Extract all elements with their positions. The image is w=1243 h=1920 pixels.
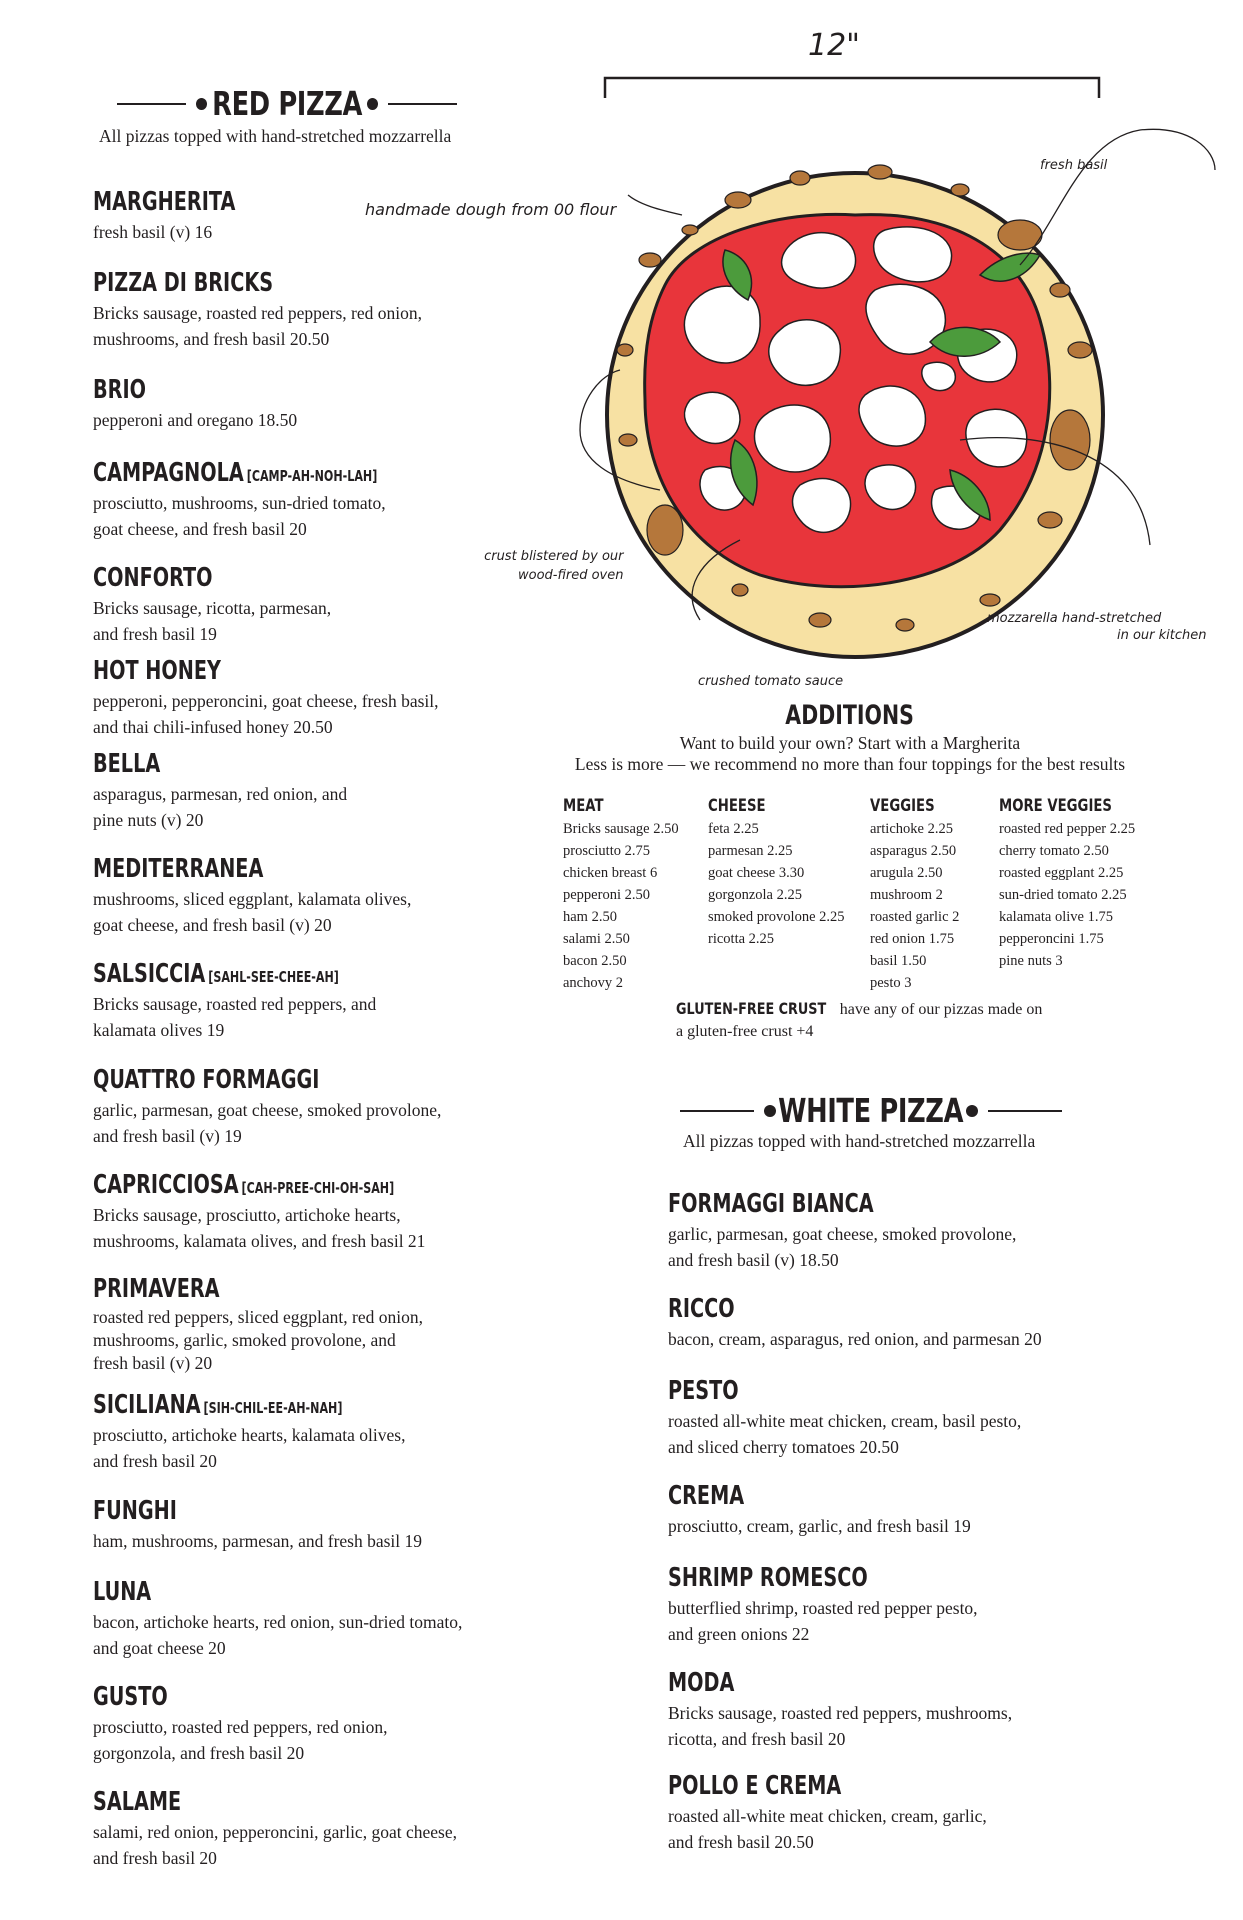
white-pizza-header bbox=[680, 1091, 1065, 1130]
item-description: prosciutto, roasted red peppers, red onion, gorgonzola, and fresh basil 20 bbox=[93, 1717, 388, 1763]
divider-line bbox=[117, 103, 186, 105]
item-description: prosciutto, mushrooms, sun-dried tomato, goat cheese, and fresh basil 20 bbox=[93, 493, 386, 539]
item-pronunciation: [SAHL-SEE-CHEE-AH] bbox=[208, 968, 339, 986]
item-description: Bricks sausage, prosciutto, artichoke hearts, mushrooms, kalamata olives, and fresh basil 21 bbox=[93, 1205, 426, 1251]
item-description: asparagus, parmesan, red onion, and pine nuts (v) 20 bbox=[93, 784, 348, 830]
item-name: SALAME bbox=[93, 1787, 182, 1817]
item-description: Bricks sausage, roasted red peppers, red onion, mushrooms, and fresh basil 20.50 bbox=[93, 303, 422, 349]
item-name: SICILIANA [SIH-CHIL-EE-AH-NAH] bbox=[93, 1390, 343, 1420]
topping-item: sun-dried tomato 2.25 bbox=[999, 887, 1127, 903]
size-bracket bbox=[605, 78, 1099, 98]
additions-title: ADDITIONS bbox=[785, 700, 915, 731]
menu-item bbox=[668, 1189, 1108, 1273]
item-description: pepperoni and oregano 18.50 bbox=[93, 410, 298, 430]
menu-item bbox=[668, 1771, 1108, 1855]
pizza-size-label: 12" bbox=[808, 28, 860, 63]
item-name: FORMAGGI BIANCA bbox=[668, 1189, 874, 1219]
item-name: HOT HONEY bbox=[93, 656, 221, 686]
item-name: FUNGHI bbox=[93, 1496, 177, 1526]
item-name: GUSTO bbox=[93, 1682, 168, 1712]
additions-column-cheese bbox=[708, 796, 845, 950]
additions-column-veggies bbox=[870, 796, 959, 994]
annotation-fresh-basil: fresh basil bbox=[1040, 158, 1108, 173]
divider-line bbox=[680, 1110, 754, 1112]
additions-column-more-veggies bbox=[999, 796, 1144, 972]
item-name: MODA bbox=[668, 1668, 735, 1698]
item-pronunciation: [CAMP-AH-NOH-LAH] bbox=[246, 467, 378, 485]
item-name: MEDITERRANEA bbox=[93, 854, 264, 884]
topping-item: Bricks sausage 2.50 bbox=[563, 821, 679, 837]
additions-column-meat bbox=[563, 796, 679, 994]
column-heading: CHEESE bbox=[708, 796, 766, 816]
item-description: garlic, parmesan, goat cheese, smoked provolone, and fresh basil (v) 19 bbox=[93, 1100, 442, 1146]
topping-item: chicken breast 6 bbox=[563, 865, 658, 881]
item-name: CREMA bbox=[668, 1481, 745, 1511]
item-description: bacon, artichoke hearts, red onion, sun-dried tomato, and goat cheese 20 bbox=[93, 1612, 463, 1658]
topping-item: kalamata olive 1.75 bbox=[999, 909, 1113, 925]
column-heading: MORE VEGGIES bbox=[999, 796, 1112, 816]
additions-tip: Less is more — we recommend no more than four toppings for the best results bbox=[574, 754, 1126, 774]
menu-item bbox=[93, 1390, 523, 1474]
annotation-sauce: crushed tomato sauce bbox=[698, 674, 844, 689]
item-description: Bricks sausage, roasted red peppers, and kalamata olives 19 bbox=[93, 994, 377, 1040]
item-name: RICCO bbox=[668, 1294, 735, 1324]
item-description: pepperoni, pepperoncini, goat cheese, fresh basil, and thai chili-infused honey 20.50 bbox=[93, 691, 439, 737]
item-description: salami, red onion, pepperoncini, garlic, goat cheese, and fresh basil 20 bbox=[93, 1822, 457, 1868]
item-name: PIZZA DI BRICKS bbox=[93, 268, 274, 298]
topping-item: gorgonzola 2.25 bbox=[708, 887, 802, 903]
topping-item: pepperoni 2.50 bbox=[563, 887, 650, 903]
topping-item: feta 2.25 bbox=[708, 821, 759, 837]
menu-item bbox=[93, 1170, 523, 1254]
item-name: CAPRICCIOSA [CAH-PREE-CHI-OH-SAH] bbox=[93, 1170, 395, 1200]
annotation-crust: crust blistered by our wood-fired oven bbox=[484, 549, 624, 583]
topping-item: prosciutto 2.75 bbox=[563, 843, 650, 859]
topping-item: arugula 2.50 bbox=[870, 865, 943, 881]
bullet-dot bbox=[966, 1105, 978, 1117]
item-name: BELLA bbox=[93, 749, 161, 779]
gluten-free-text: have any of our pizzas made on bbox=[839, 1001, 1043, 1018]
item-description: bacon, cream, asparagus, red onion, and parmesan 20 bbox=[668, 1329, 1042, 1349]
topping-item: artichoke 2.25 bbox=[870, 821, 953, 837]
topping-item: goat cheese 3.30 bbox=[708, 865, 805, 881]
item-description: mushrooms, sliced eggplant, kalamata olives, goat cheese, and fresh basil (v) 20 bbox=[93, 889, 412, 935]
topping-item: pepperoncini 1.75 bbox=[999, 931, 1104, 947]
item-name: SALSICCIA [SAHL-SEE-CHEE-AH] bbox=[93, 959, 339, 989]
item-name: BRIO bbox=[93, 375, 147, 405]
menu-item bbox=[93, 749, 523, 833]
white-pizza-subtitle: All pizzas topped with hand-stretched mozzarrella bbox=[683, 1131, 1036, 1151]
item-name: POLLO E CREMA bbox=[668, 1771, 842, 1801]
topping-item: salami 2.50 bbox=[563, 931, 630, 947]
menu-item bbox=[668, 1668, 1108, 1752]
item-name: PRIMAVERA bbox=[93, 1274, 220, 1304]
topping-item: bacon 2.50 bbox=[563, 953, 627, 969]
item-name: SHRIMP ROMESCO bbox=[668, 1563, 868, 1593]
white-pizza-title: WHITE PIZZA bbox=[778, 1091, 964, 1130]
item-name: LUNA bbox=[93, 1577, 152, 1607]
menu-item bbox=[668, 1294, 1108, 1352]
divider-line bbox=[988, 1110, 1062, 1112]
topping-item: pesto 3 bbox=[870, 975, 912, 991]
topping-item: pine nuts 3 bbox=[999, 953, 1063, 969]
topping-item: asparagus 2.50 bbox=[870, 843, 957, 859]
menu-item bbox=[93, 854, 523, 938]
item-description: Bricks sausage, roasted red peppers, mushrooms, ricotta, and fresh basil 20 bbox=[668, 1703, 1013, 1749]
red-pizza-subtitle: All pizzas topped with hand-stretched mozzarrella bbox=[99, 126, 452, 146]
item-description: fresh basil (v) 16 bbox=[93, 222, 213, 242]
topping-item: cherry tomato 2.50 bbox=[999, 843, 1109, 859]
menu-item bbox=[93, 1065, 523, 1149]
topping-item: basil 1.50 bbox=[870, 953, 927, 969]
item-description: butterflied shrimp, roasted red pepper pesto, and green onions 22 bbox=[668, 1598, 978, 1644]
topping-item: ricotta 2.25 bbox=[708, 931, 775, 947]
topping-item: roasted garlic 2 bbox=[870, 909, 960, 925]
bullet-dot bbox=[764, 1105, 776, 1117]
item-description: garlic, parmesan, goat cheese, smoked provolone, and fresh basil (v) 18.50 bbox=[668, 1224, 1017, 1270]
item-description: prosciutto, cream, garlic, and fresh basil 19 bbox=[668, 1516, 971, 1536]
menu-item bbox=[93, 959, 523, 1043]
column-heading: MEAT bbox=[563, 796, 604, 816]
topping-item: parmesan 2.25 bbox=[708, 843, 793, 859]
menu-item bbox=[668, 1481, 1108, 1539]
item-name: CONFORTO bbox=[93, 563, 213, 593]
item-description: roasted all-white meat chicken, cream, basil pesto, and sliced cherry tomatoes 20.50 bbox=[668, 1411, 1022, 1457]
topping-item: mushroom 2 bbox=[870, 887, 943, 903]
item-name: PESTO bbox=[668, 1376, 739, 1406]
red-pizza-title: RED PIZZA bbox=[212, 84, 362, 123]
gluten-free-label: GLUTEN-FREE CRUST bbox=[676, 999, 827, 1018]
topping-item: roasted eggplant 2.25 bbox=[999, 865, 1124, 881]
item-pronunciation: [SIH-CHIL-EE-AH-NAH] bbox=[203, 1399, 343, 1417]
topping-item: roasted red pepper 2.25 bbox=[999, 821, 1136, 837]
topping-item: red onion 1.75 bbox=[870, 931, 955, 947]
gluten-free-note bbox=[676, 998, 1076, 1043]
item-description: prosciutto, artichoke hearts, kalamata olives, and fresh basil 20 bbox=[93, 1425, 406, 1471]
menu-item bbox=[93, 1274, 523, 1375]
topping-item: anchovy 2 bbox=[563, 975, 623, 991]
item-name: CAMPAGNOLA [CAMP-AH-NOH-LAH] bbox=[93, 458, 378, 488]
additions-section bbox=[560, 700, 1140, 730]
column-heading: VEGGIES bbox=[870, 796, 935, 816]
topping-item: ham 2.50 bbox=[563, 909, 617, 925]
item-description: Bricks sausage, ricotta, parmesan, and fresh basil 19 bbox=[93, 598, 332, 644]
menu-item bbox=[668, 1376, 1108, 1460]
menu-item bbox=[93, 1682, 523, 1766]
annotation-dough: handmade dough from 00 flour bbox=[365, 200, 617, 219]
topping-item: smoked provolone 2.25 bbox=[708, 909, 845, 925]
item-name: QUATTRO FORMAGGI bbox=[93, 1065, 320, 1095]
menu-item bbox=[93, 1787, 523, 1871]
item-description: ham, mushrooms, parmesan, and fresh basil 19 bbox=[93, 1531, 423, 1551]
bullet-dot bbox=[196, 98, 207, 110]
menu-item bbox=[93, 1496, 523, 1554]
item-pronunciation: [CAH-PREE-CHI-OH-SAH] bbox=[241, 1179, 395, 1197]
item-description: roasted all-white meat chicken, cream, garlic, and fresh basil 20.50 bbox=[668, 1806, 987, 1852]
menu-item bbox=[668, 1563, 1108, 1647]
gluten-free-price: a gluten-free crust +4 bbox=[676, 1023, 814, 1040]
annotation-mozzarella: mozzarella hand-stretched in our kitchen bbox=[987, 611, 1207, 643]
item-name: MARGHERITA bbox=[93, 187, 236, 217]
additions-intro: Want to build your own? Start with a Margherita bbox=[679, 733, 1021, 753]
item-description: roasted red peppers, sliced eggplant, red onion, mushrooms, garlic, smoked provolone, and fresh basil (v) 20 bbox=[93, 1307, 423, 1373]
menu-item bbox=[93, 1577, 523, 1661]
